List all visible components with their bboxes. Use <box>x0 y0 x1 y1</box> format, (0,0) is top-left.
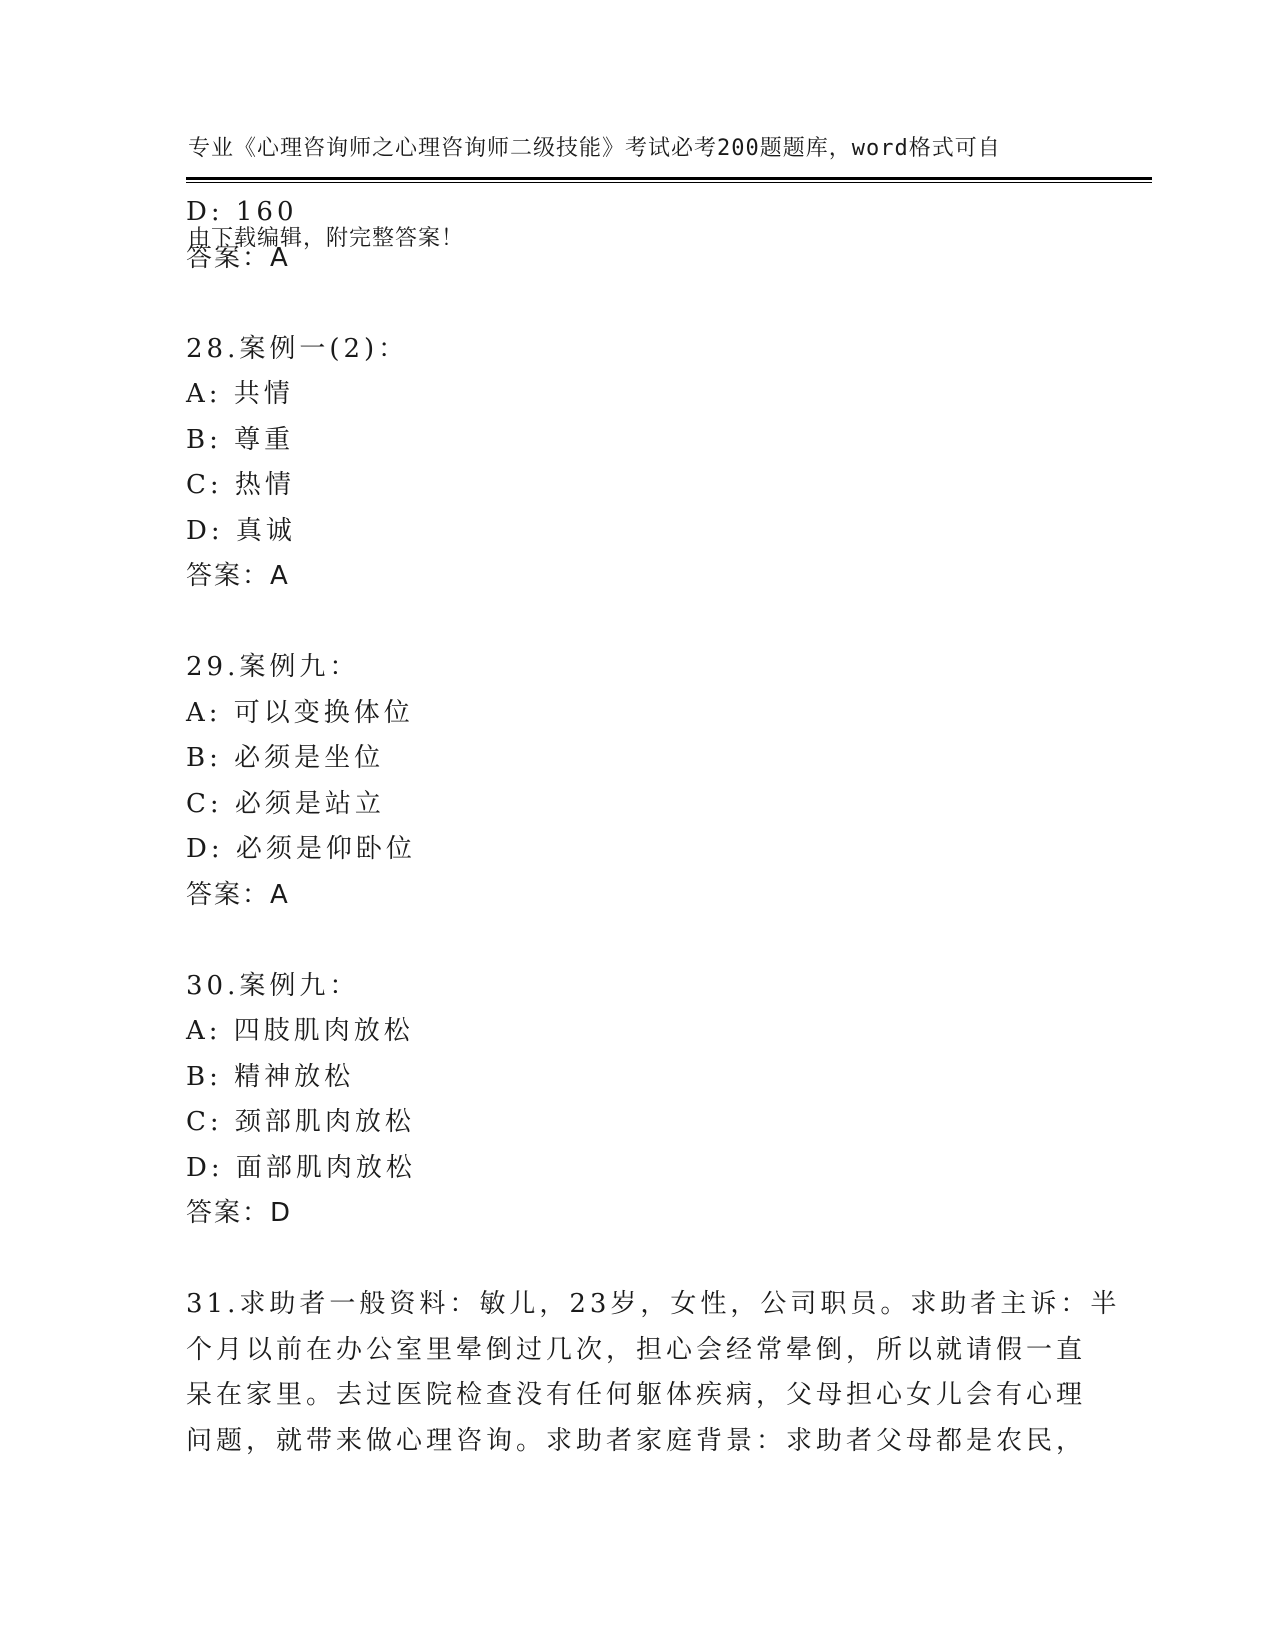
spacer <box>186 1237 1086 1283</box>
option-d: D: 面部肌肉放松 <box>186 1152 416 1183</box>
prev-answer: 答案：A <box>186 242 290 273</box>
answer: 答案：A <box>186 879 290 910</box>
question-31 <box>186 1282 1121 1464</box>
spacer <box>186 600 1086 646</box>
answer: 答案：A <box>186 561 290 591</box>
option-a: A: 可以变换体位 <box>186 697 414 728</box>
question-text-line-2: 个月以前在办公室里晕倒过几次，担心会经常晕倒，所以就请假一直 <box>186 1334 1087 1365</box>
header-divider-thin <box>186 182 1152 183</box>
question-stem: 30.案例九： <box>186 970 360 1001</box>
answer: 答案：D <box>186 1198 293 1228</box>
option-a: A: 四肢肌肉放松 <box>186 1016 414 1046</box>
question-30 <box>186 964 1086 1237</box>
question-list <box>186 190 1121 1464</box>
option-a: A: 共情 <box>186 379 294 409</box>
header-divider-thick <box>186 177 1152 180</box>
option-b: B: 必须是坐位 <box>186 743 385 773</box>
option-c: C: 必须是站立 <box>186 788 385 819</box>
option-c: C: 热情 <box>186 470 295 500</box>
question-text-line-4: 问题，就带来做心理咨询。求助者家庭背景：求助者父母都是农民， <box>186 1425 1087 1456</box>
prev-option-d: D: 160 <box>186 197 298 227</box>
option-d: D: 必须是仰卧位 <box>186 834 416 864</box>
header-line-1: 专业《心理咨询师之心理咨询师二级技能》考试必考200题题库，word格式可自 <box>188 136 1001 161</box>
option-c: C: 颈部肌肉放松 <box>186 1107 415 1137</box>
option-d: D: 真诚 <box>186 515 296 546</box>
question-29 <box>186 645 1086 918</box>
question-text-line-1: 31.求助者一般资料：敏儿，23岁，女性，公司职员。求助者主诉：半 <box>186 1289 1121 1319</box>
option-b: B: 尊重 <box>186 424 295 455</box>
question-text-line-3: 呆在家里。去过医院检查没有任何躯体疾病，父母担心女儿会有心理 <box>186 1380 1087 1410</box>
spacer <box>186 281 1086 327</box>
question-28 <box>186 327 1086 600</box>
question-stem: 28.案例一(2)： <box>186 333 409 364</box>
header-line-2: 由下载编辑，附完整答案！ <box>188 226 465 251</box>
option-b: B: 精神放松 <box>186 1061 355 1092</box>
question-stem: 29.案例九： <box>186 652 360 682</box>
spacer <box>186 918 1086 964</box>
